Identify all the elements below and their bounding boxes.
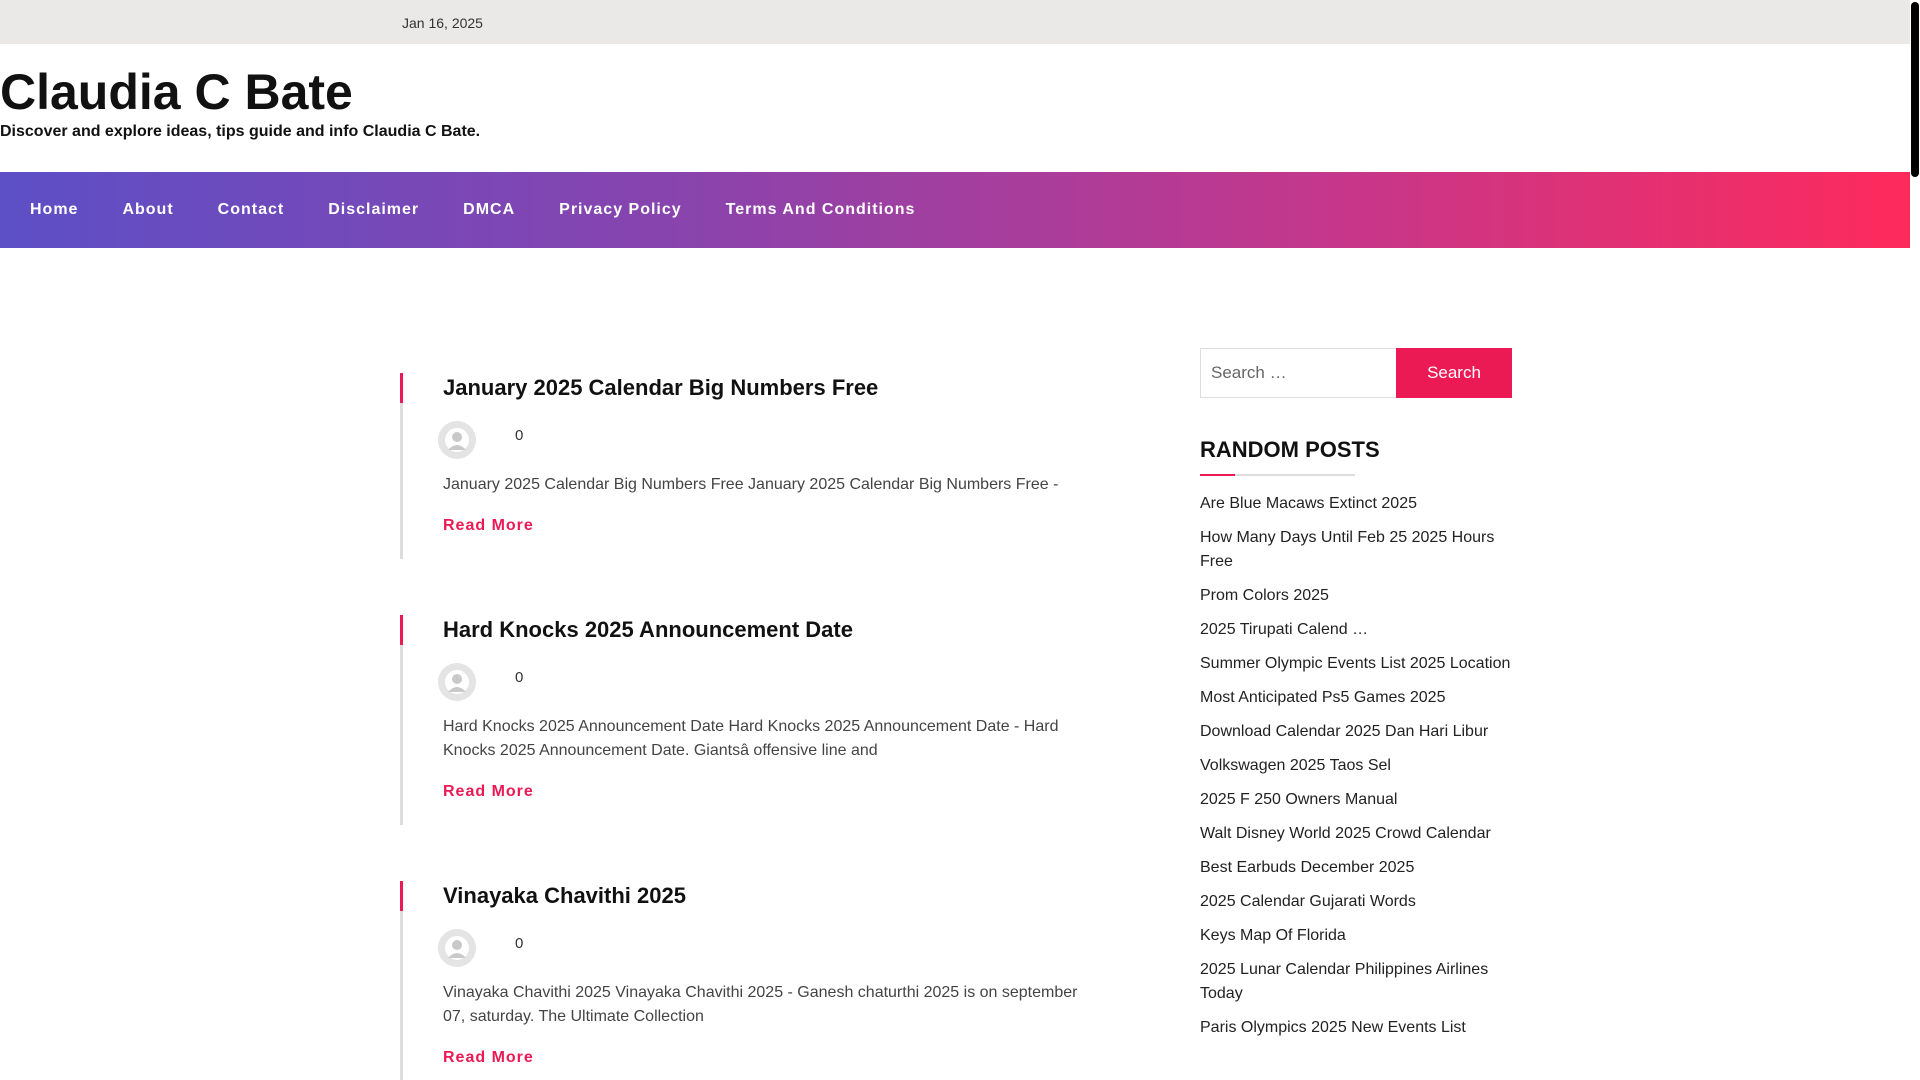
random-post-link[interactable]: Volkswagen 2025 Taos Sel xyxy=(1200,757,1391,774)
random-post-link[interactable]: 2025 F 250 Owners Manual xyxy=(1200,791,1398,808)
random-post-link[interactable]: Summer Olympic Events List 2025 Location xyxy=(1200,655,1511,672)
random-post-link[interactable]: Most Anticipated Ps5 Games 2025 xyxy=(1200,689,1446,706)
sidebar xyxy=(1200,348,1512,1050)
comment-count: 0 xyxy=(515,935,524,952)
random-post-link[interactable]: 2025 Calendar Gujarati Words xyxy=(1200,893,1416,910)
random-post-link[interactable]: 2025 Lunar Calendar Philippines Airlines Today xyxy=(1200,961,1489,1002)
search-form xyxy=(1200,348,1512,398)
random-post-link[interactable]: 2025 Tirupati Calend … xyxy=(1200,621,1369,638)
title-accent-bar xyxy=(400,881,403,911)
post-card xyxy=(400,373,1103,559)
main-navigation xyxy=(0,172,1910,248)
post-excerpt: Hard Knocks 2025 Announcement Date Hard Knocks 2025 Announcement Date - Hard Knocks 2025 Announcement Date. Giantsâ offensive line and xyxy=(443,718,1059,759)
user-avatar-icon xyxy=(438,421,476,459)
current-date: Jan 16, 2025 xyxy=(402,15,483,31)
random-post-link[interactable]: Prom Colors 2025 xyxy=(1200,587,1329,604)
nav-item-about[interactable]: About xyxy=(122,201,174,218)
title-accent-bar xyxy=(400,373,403,403)
title-accent-bar xyxy=(400,615,403,645)
post-card xyxy=(400,615,1103,825)
search-button[interactable]: Search xyxy=(1396,348,1512,398)
comment-count: 0 xyxy=(515,669,524,686)
nav-item-home[interactable]: Home xyxy=(30,201,79,218)
nav-item-privacy-policy[interactable]: Privacy Policy xyxy=(559,201,682,218)
post-card xyxy=(400,881,1103,1080)
random-post-link[interactable]: Paris Olympics 2025 New Events List xyxy=(1200,1019,1466,1036)
random-post-link[interactable]: Are Blue Macaws Extinct 2025 xyxy=(1200,495,1417,512)
user-avatar-icon xyxy=(438,929,476,967)
read-more-link[interactable]: Read More xyxy=(443,1049,534,1066)
post-title[interactable]: January 2025 Calendar Big Numbers Free xyxy=(443,375,879,400)
search-input[interactable] xyxy=(1200,348,1396,398)
top-bar xyxy=(0,0,1910,44)
nav-item-dmca[interactable]: DMCA xyxy=(463,201,516,218)
post-excerpt: January 2025 Calendar Big Numbers Free January 2025 Calendar Big Numbers Free - xyxy=(443,476,1059,493)
read-more-link[interactable]: Read More xyxy=(443,783,534,800)
nav-item-terms[interactable]: Terms And Conditions xyxy=(725,201,916,218)
post-title[interactable]: Hard Knocks 2025 Announcement Date xyxy=(443,617,853,642)
user-avatar-icon xyxy=(438,663,476,701)
site-description: Discover and explore ideas, tips guide and info Claudia C Bate. xyxy=(0,123,481,140)
comment-count: 0 xyxy=(515,427,524,444)
nav-item-contact[interactable]: Contact xyxy=(217,201,285,218)
site-title[interactable]: Claudia C Bate xyxy=(0,64,353,120)
random-post-link[interactable]: How Many Days Until Feb 25 2025 Hours Free xyxy=(1200,529,1495,570)
post-title[interactable]: Vinayaka Chavithi 2025 xyxy=(443,883,686,908)
nav-item-disclaimer[interactable]: Disclaimer xyxy=(328,201,420,218)
random-post-link[interactable]: Keys Map Of Florida xyxy=(1200,927,1346,944)
widget-title-underline xyxy=(1200,474,1355,476)
post-excerpt: Vinayaka Chavithi 2025 Vinayaka Chavithi 2025 - Ganesh chaturthi 2025 is on september 07, saturday. The Ultimate Collection xyxy=(443,984,1078,1025)
random-posts-title: RANDOM POSTS xyxy=(1200,437,1380,462)
random-post-link[interactable]: Best Earbuds December 2025 xyxy=(1200,859,1415,876)
random-post-link[interactable]: Walt Disney World 2025 Crowd Calendar xyxy=(1200,825,1491,842)
scrollbar-thumb[interactable] xyxy=(1911,2,1919,177)
random-posts-list xyxy=(1200,492,1512,1040)
vertical-scrollbar[interactable] xyxy=(1910,0,1920,1080)
read-more-link[interactable]: Read More xyxy=(443,517,534,534)
random-post-link[interactable]: Download Calendar 2025 Dan Hari Libur xyxy=(1200,723,1489,740)
